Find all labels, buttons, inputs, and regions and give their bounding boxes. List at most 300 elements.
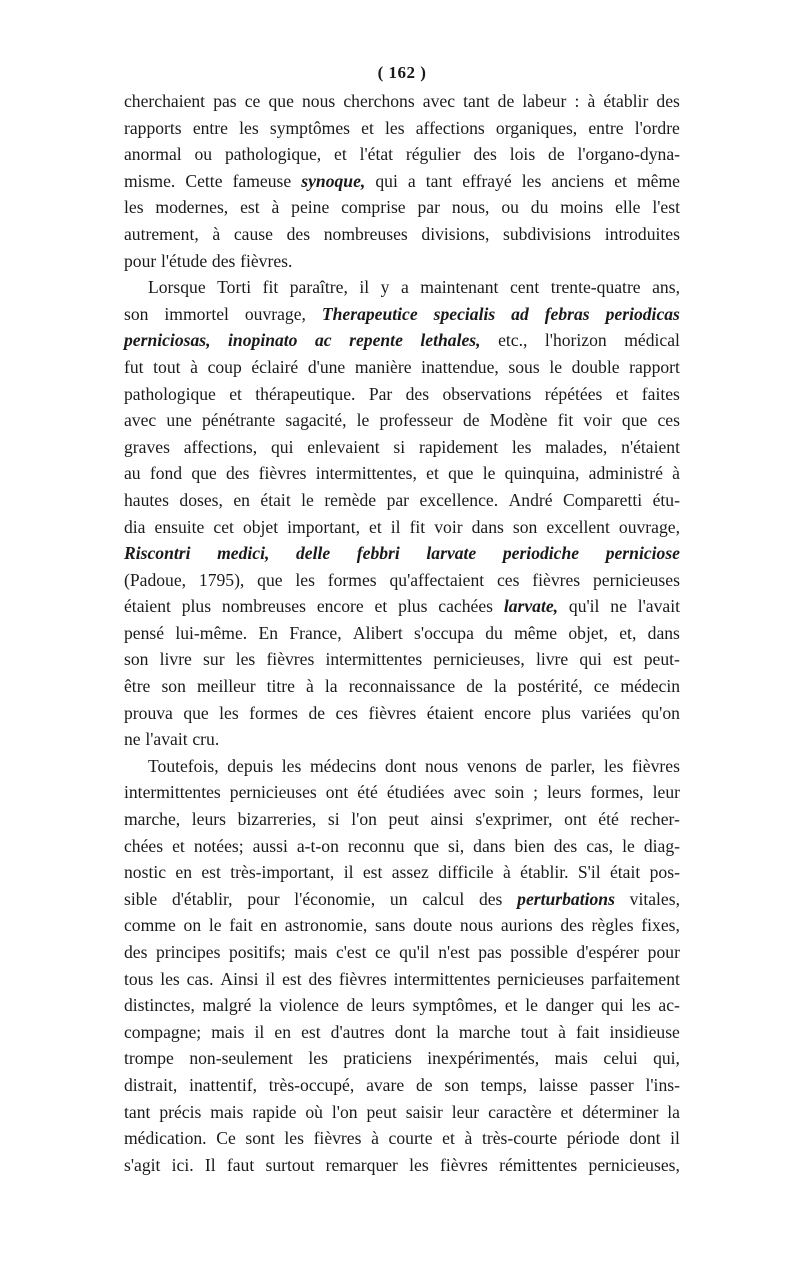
word: très-important, xyxy=(230,862,335,883)
word: ne xyxy=(124,729,141,750)
text-line xyxy=(124,540,680,567)
word: et xyxy=(334,144,347,165)
word: s'occupa xyxy=(414,622,474,643)
word: fit xyxy=(557,410,574,431)
word: si, xyxy=(448,835,465,856)
word: livre xyxy=(159,649,192,670)
word: ans, xyxy=(652,277,680,298)
word: ces xyxy=(335,702,359,723)
word: n'est xyxy=(438,942,470,962)
text-line xyxy=(124,1152,680,1179)
word: le xyxy=(549,356,563,377)
word: mais xyxy=(211,1021,245,1042)
italic-word: ac xyxy=(315,330,332,351)
word: qui xyxy=(271,436,294,457)
word: Cette xyxy=(185,170,223,191)
word: l'avait xyxy=(145,729,188,750)
italic-word: specialis xyxy=(433,303,496,324)
word: l'horizon xyxy=(544,330,607,351)
text-line xyxy=(124,88,680,115)
word: ainsi xyxy=(430,809,464,830)
text-line xyxy=(124,912,680,939)
word: de xyxy=(497,91,515,111)
word: et xyxy=(615,383,629,404)
word: l'avait xyxy=(637,596,680,617)
word: observations xyxy=(442,383,532,404)
word: d'une xyxy=(307,356,346,377)
text-line xyxy=(124,168,680,195)
text-line xyxy=(124,567,680,594)
word: aussi xyxy=(252,835,288,856)
word: les xyxy=(160,968,180,989)
word: et xyxy=(504,995,518,1016)
word: fièvres. xyxy=(240,250,293,271)
text-line xyxy=(124,753,680,780)
italic-word: perniciose xyxy=(605,543,680,564)
word: a-t-on xyxy=(296,835,339,856)
word: pathologique xyxy=(124,383,216,404)
word: pas xyxy=(213,91,237,111)
italic-word: lethales, xyxy=(420,330,481,351)
word: qui xyxy=(601,995,624,1016)
word: est xyxy=(301,1021,321,1042)
word: professeur xyxy=(379,410,453,431)
word: aurions xyxy=(500,915,553,936)
word: pernicieuses, xyxy=(433,649,525,670)
word: doute xyxy=(413,915,453,936)
text-line xyxy=(124,301,680,328)
word: été xyxy=(598,809,619,830)
word: règles xyxy=(591,915,634,936)
italic-word: inopinato xyxy=(228,330,298,351)
word: mais xyxy=(210,1101,244,1122)
word: fièvres xyxy=(632,755,680,776)
word: étaient xyxy=(426,702,474,723)
word: médication. xyxy=(124,1128,207,1149)
word: ouvrage, xyxy=(618,516,680,537)
word: que xyxy=(268,91,294,111)
word: notées; xyxy=(193,835,244,856)
word: nombreuses xyxy=(323,223,408,244)
text-line xyxy=(124,726,680,753)
word: en xyxy=(274,1021,291,1042)
word: à xyxy=(464,1128,473,1149)
text-line xyxy=(124,593,680,620)
word: ac- xyxy=(658,995,680,1016)
word: sans xyxy=(375,915,406,936)
text-line xyxy=(124,460,680,487)
word: recher- xyxy=(630,809,680,830)
word: des xyxy=(308,968,332,989)
word: on xyxy=(183,915,202,936)
word: déterminer xyxy=(582,1101,659,1122)
word: sur xyxy=(203,649,225,670)
word: qui, xyxy=(653,1048,680,1069)
word: est xyxy=(362,862,383,883)
word: les xyxy=(409,1154,429,1175)
word: Toutefois, xyxy=(148,755,219,776)
word: danger xyxy=(545,995,594,1016)
word: fit xyxy=(262,277,279,298)
word: comprise xyxy=(341,197,406,218)
word: fut xyxy=(124,356,144,377)
word: à xyxy=(306,676,314,697)
word: fièvres xyxy=(258,463,307,484)
word: dans xyxy=(473,835,506,856)
word: possible xyxy=(510,942,568,962)
word: qu'affectaient xyxy=(389,569,485,590)
word: mais xyxy=(554,1048,588,1069)
word: les xyxy=(295,569,315,590)
word: distrait, xyxy=(124,1074,178,1095)
word: reconnu xyxy=(347,835,405,856)
word: graves xyxy=(124,436,170,457)
word: de xyxy=(308,702,326,723)
word: des xyxy=(225,463,250,484)
word: plus xyxy=(398,596,428,617)
word: coup xyxy=(207,356,242,377)
text-line xyxy=(124,381,680,408)
word: et, xyxy=(619,622,637,643)
word: insidieuse xyxy=(609,1021,680,1042)
word: d'espérer xyxy=(576,942,640,962)
word: leurs xyxy=(547,782,582,803)
word: ces xyxy=(496,569,520,590)
word: les xyxy=(631,995,651,1016)
word: courte xyxy=(388,1128,433,1149)
word: de xyxy=(462,410,480,431)
text-line xyxy=(124,221,680,248)
word: la xyxy=(324,676,338,697)
word: venons xyxy=(466,755,517,776)
word: la xyxy=(436,1021,449,1042)
word: dia xyxy=(124,516,146,537)
word: très-occupé, xyxy=(268,1074,355,1095)
text-line xyxy=(124,1125,680,1152)
word: l'étude xyxy=(161,250,208,271)
word: immortel xyxy=(164,303,229,324)
word: violence xyxy=(279,995,339,1016)
text-line xyxy=(124,939,680,966)
word: plus xyxy=(181,596,212,617)
word: si xyxy=(393,436,406,457)
word: ce xyxy=(593,676,610,697)
italic-word: perturbations xyxy=(517,888,615,909)
word: pas xyxy=(478,942,502,962)
word: médical xyxy=(624,330,680,351)
word: des xyxy=(473,144,497,165)
word: cas, xyxy=(586,835,614,856)
word: nous xyxy=(302,91,336,111)
word: la xyxy=(493,676,507,697)
word: que xyxy=(257,569,283,590)
word: Modène xyxy=(489,410,548,431)
word: à xyxy=(212,223,221,244)
word: pensé xyxy=(124,622,165,643)
word: postérité, xyxy=(517,676,583,697)
word: ici. xyxy=(171,1154,194,1175)
word: des xyxy=(286,223,311,244)
word: les xyxy=(385,117,405,138)
word: à xyxy=(587,91,596,111)
word: parfaitement xyxy=(591,968,680,989)
italic-word: periodiche xyxy=(502,543,580,564)
word: tant xyxy=(463,91,490,111)
word: dans xyxy=(647,622,680,643)
text-line xyxy=(124,1072,680,1099)
word: non-seulement xyxy=(189,1048,293,1069)
word: du xyxy=(530,197,549,218)
word: encore xyxy=(484,702,532,723)
word: étudiées xyxy=(386,782,445,803)
word: pernicieuses xyxy=(497,968,585,989)
word: est xyxy=(613,649,633,670)
word: dont xyxy=(394,1021,426,1042)
word: rapide xyxy=(252,1101,297,1122)
word: l'on xyxy=(331,1101,358,1122)
word: et xyxy=(442,1128,455,1149)
word: Torti xyxy=(217,277,252,298)
text-line xyxy=(124,1019,680,1046)
italic-word: perniciosas, xyxy=(124,330,211,351)
word: sous xyxy=(508,356,540,377)
word: il xyxy=(359,277,370,298)
word: André xyxy=(508,489,553,510)
word: il xyxy=(670,1128,680,1149)
word: fièvres xyxy=(439,1154,488,1175)
word: introduites xyxy=(604,223,680,244)
word: à xyxy=(271,197,280,218)
word: excellence. xyxy=(419,489,499,510)
word: par xyxy=(386,489,410,510)
word: les xyxy=(235,649,256,670)
word: encore xyxy=(316,596,364,617)
word: rémittentes xyxy=(499,1154,578,1175)
italic-word: Riscontri xyxy=(124,543,191,564)
word: astronomie, xyxy=(284,915,368,936)
word: en xyxy=(233,489,250,510)
word: ou xyxy=(194,144,213,165)
word: tant xyxy=(124,1101,151,1122)
word: voir xyxy=(434,516,463,537)
word: tout xyxy=(153,356,181,377)
word: la xyxy=(667,1101,680,1122)
word: elle xyxy=(615,197,641,218)
word: nous, xyxy=(451,197,490,218)
word: pathologique, xyxy=(224,144,322,165)
word: il xyxy=(390,516,401,537)
text-line xyxy=(124,274,680,301)
word: fièvres xyxy=(338,968,387,989)
word: autrement, xyxy=(124,223,199,244)
word: ou xyxy=(501,197,519,218)
word: le xyxy=(356,410,370,431)
word: ensuite xyxy=(154,516,205,537)
word: Comparetti xyxy=(562,489,643,510)
word: l'économie, xyxy=(294,888,376,909)
word: principes xyxy=(155,942,221,962)
word: plus xyxy=(541,702,571,723)
word: les xyxy=(284,1128,304,1149)
word: inattendue, xyxy=(421,356,499,377)
word: thérapeutique. xyxy=(255,383,356,404)
word: anciens xyxy=(551,170,605,191)
word: les xyxy=(521,170,542,191)
word: doses, xyxy=(179,489,223,510)
word: que xyxy=(621,410,648,431)
word: mais xyxy=(294,942,328,962)
word: et xyxy=(426,463,439,484)
word: son xyxy=(124,649,149,670)
word: fond xyxy=(149,463,183,484)
word: qui xyxy=(375,170,398,191)
italic-word: larvate, xyxy=(503,596,559,617)
word: et xyxy=(172,835,185,856)
word: étu- xyxy=(652,489,680,510)
word: ne xyxy=(610,596,627,617)
word: cachées xyxy=(438,596,493,617)
word: d'établir, xyxy=(171,888,233,909)
text-line xyxy=(124,434,680,461)
word: paraître, xyxy=(289,277,348,298)
word: où xyxy=(305,1101,323,1122)
word: leurs xyxy=(370,995,406,1016)
word: et xyxy=(369,516,382,537)
word: 1795), xyxy=(198,569,245,590)
word: maintenant xyxy=(420,277,499,298)
word: de xyxy=(466,676,483,697)
text-line xyxy=(124,779,680,806)
word: à xyxy=(371,1128,379,1149)
word: fièvres xyxy=(532,569,581,590)
word: variées xyxy=(581,702,632,723)
text-line xyxy=(124,487,680,514)
word: pour xyxy=(647,942,680,962)
word: les xyxy=(239,117,259,138)
word: un xyxy=(389,888,408,909)
word: celui xyxy=(603,1048,638,1069)
word: positifs; xyxy=(228,942,286,962)
word: il xyxy=(254,1021,265,1042)
text-line xyxy=(124,514,680,541)
word: passer xyxy=(589,1074,634,1095)
word: les xyxy=(308,1048,328,1069)
word: en xyxy=(260,915,278,936)
word: quinquina, xyxy=(504,463,580,484)
word: le xyxy=(301,489,314,510)
word: avec xyxy=(422,91,456,111)
italic-word: delle xyxy=(295,543,331,564)
word: rapidement xyxy=(418,436,499,457)
body-text xyxy=(124,88,680,1178)
word: que xyxy=(413,835,439,856)
word: inexpérimentés, xyxy=(427,1048,540,1069)
word: moins xyxy=(560,197,604,218)
word: : xyxy=(574,91,580,111)
word: titre xyxy=(266,676,295,697)
word: éclairé xyxy=(251,356,299,377)
word: avec xyxy=(453,782,486,803)
word: répétées xyxy=(544,383,603,404)
word: anormal xyxy=(124,144,182,165)
word: marche, xyxy=(124,809,181,830)
word: tout xyxy=(520,1021,549,1042)
word: Par xyxy=(368,383,393,404)
word: misme. xyxy=(124,170,176,191)
word: formes, xyxy=(590,782,644,803)
word: il xyxy=(265,968,276,989)
word: remarquer xyxy=(325,1154,398,1175)
word: symptômes xyxy=(269,117,350,138)
text-line xyxy=(124,248,680,275)
word: est xyxy=(282,968,302,989)
word: son xyxy=(124,303,149,324)
word: enlevaient xyxy=(307,436,380,457)
word: à xyxy=(558,1021,566,1042)
word: les xyxy=(511,436,532,457)
word: il xyxy=(343,862,354,883)
word: bizarreries, xyxy=(237,809,317,830)
word: double xyxy=(571,356,620,377)
word: des xyxy=(478,888,503,909)
book-page xyxy=(124,58,680,1178)
word: Lorsque xyxy=(148,277,206,298)
word: etc., xyxy=(498,330,528,351)
word: avare xyxy=(366,1074,405,1095)
word: manière xyxy=(354,356,412,377)
word: précis xyxy=(159,1101,202,1122)
word: affections xyxy=(415,117,485,138)
word: reconnaissance xyxy=(348,676,456,697)
word: l'ins- xyxy=(645,1074,680,1095)
text-line xyxy=(124,354,680,381)
word: pernicieuses xyxy=(229,782,317,803)
word: cas. xyxy=(186,968,214,989)
word: nous xyxy=(424,755,459,776)
word: cru. xyxy=(192,729,220,750)
word: en xyxy=(175,862,192,883)
word: le xyxy=(208,915,222,936)
word: étaient xyxy=(124,596,171,617)
italic-word: synoque, xyxy=(301,170,366,191)
word: laisse xyxy=(538,1074,578,1095)
word: objet xyxy=(242,516,279,537)
word: cherchaient xyxy=(124,91,206,111)
italic-word: ad xyxy=(511,303,529,324)
word: et xyxy=(560,1101,574,1122)
italic-word: medici, xyxy=(217,543,270,564)
word: qui xyxy=(579,649,602,670)
word: fièvres xyxy=(266,649,315,670)
word: organiques, xyxy=(495,117,578,138)
word: distinctes, xyxy=(124,995,195,1016)
word: excellent xyxy=(546,516,610,537)
word: des xyxy=(405,383,430,404)
word: sagacité, xyxy=(285,410,347,431)
word: qu'il xyxy=(568,596,600,617)
word: Alibert xyxy=(352,622,403,643)
word: d'autres xyxy=(330,1021,385,1042)
word: soin xyxy=(494,782,525,803)
text-line xyxy=(124,1045,680,1072)
word: leur xyxy=(652,782,680,803)
word: compagne; xyxy=(124,1021,202,1042)
word: le xyxy=(622,835,635,856)
text-line xyxy=(124,886,680,913)
word: régulier xyxy=(405,144,461,165)
word: période xyxy=(566,1128,620,1149)
word: dont xyxy=(385,755,417,776)
